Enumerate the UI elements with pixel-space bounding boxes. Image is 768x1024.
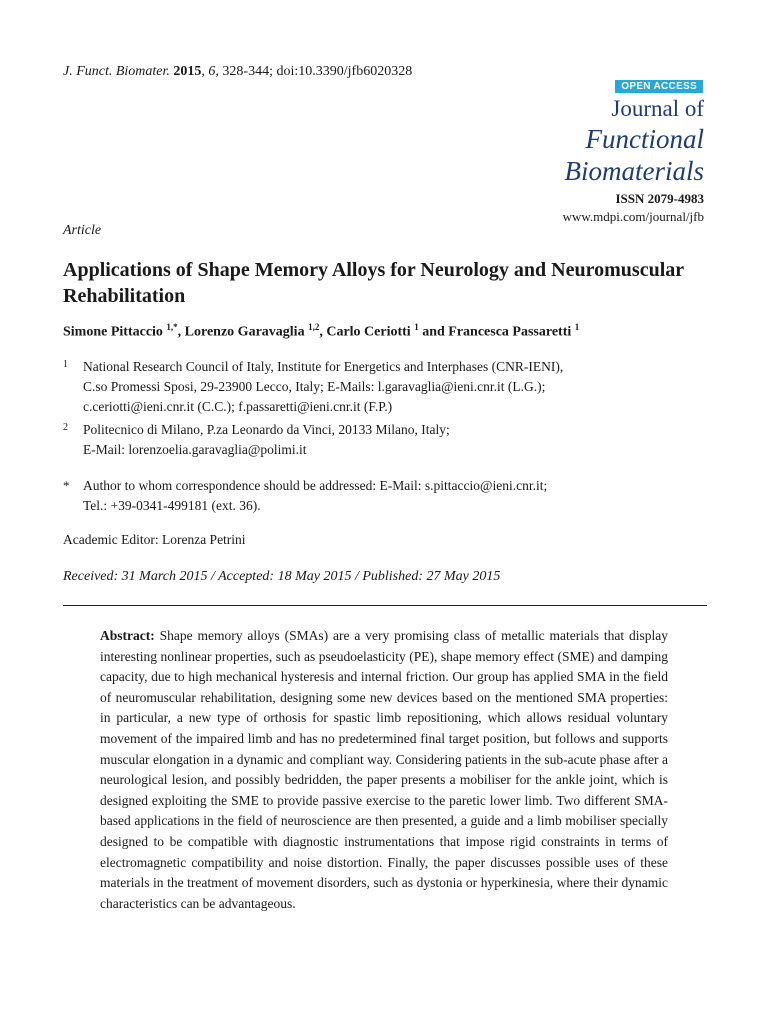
- open-access-badge: OPEN ACCESS: [615, 80, 703, 93]
- section-divider: [63, 605, 707, 606]
- publication-dates: Received: 31 March 2015 / Accepted: 18 May 2015 / Published: 27 May 2015: [63, 569, 501, 584]
- author-name: Francesca Passaretti: [448, 324, 572, 340]
- affiliation-line: National Research Council of Italy, Institute for Energetics and Interphases (CNR-IENI),: [83, 359, 564, 374]
- affiliation-line: C.so Promessi Sposi, 29-23900 Lecco, Italy; E-Mails: l.garavaglia@ieni.cnr.it (L.G.);: [83, 379, 546, 394]
- affiliation-line: Politecnico di Milano, P.za Leonardo da Vinci, 20133 Milano, Italy;: [83, 422, 450, 437]
- correspondence-line: Tel.: +39-0341-499181 (ext. 36).: [83, 498, 261, 513]
- abstract-label: Abstract:: [100, 628, 155, 643]
- affiliation-line: c.ceriotti@ieni.cnr.it (C.C.); f.passaretti@ieni.cnr.it (F.P.): [83, 399, 393, 414]
- author-name: Carlo Ceriotti: [326, 324, 411, 340]
- abstract: [100, 626, 668, 914]
- journal-url[interactable]: www.mdpi.com/journal/jfb: [562, 209, 704, 224]
- correspondence-note: [63, 476, 713, 516]
- affiliation-2: [63, 420, 713, 460]
- journal-abbreviation: J. Funct. Biomater.: [63, 64, 170, 79]
- citation-pages-doi: , 328-344; doi:10.3390/jfb6020328: [215, 64, 413, 79]
- author-list: Simone Pittaccio $^{1,*}$, Lorenzo Garavaglia $^{1,2}$, Carlo Ceriotti $^1$ and Francesca Passaretti $^1$: [63, 322, 580, 340]
- affiliation-line: E-Mail: lorenzoelia.garavaglia@polimi.it: [83, 442, 307, 457]
- journal-name-line3: Biomaterials: [564, 156, 704, 186]
- journal-name-line1: Journal of: [611, 96, 704, 121]
- academic-editor: Academic Editor: Lorenza Petrini: [63, 532, 246, 547]
- author-name: Lorenzo Garavaglia: [184, 324, 305, 340]
- article-type: Article: [63, 223, 102, 238]
- author-name: Simone Pittaccio: [63, 324, 163, 340]
- correspondence-line: Author to whom correspondence should be addressed: E-Mail: s.pittaccio@ieni.cnr.it;: [83, 478, 548, 493]
- author-affiliation-mark: 1,2: [308, 322, 320, 332]
- journal-name-line2: Functional: [585, 124, 704, 154]
- citation-volume: 6: [208, 64, 216, 79]
- citation-line: J. Funct. Biomater. 2015, 6, 328-344; doi:10.3390/jfb6020328: [63, 64, 413, 79]
- affiliation-mark: 1: [63, 359, 68, 370]
- author-affiliation-mark: 1: [574, 322, 580, 332]
- journal-masthead: [563, 95, 704, 225]
- citation-year: 2015: [173, 64, 202, 79]
- author-affiliation-mark: 1,*: [166, 322, 178, 332]
- correspondence-mark: *: [63, 478, 70, 493]
- affiliation-mark: 2: [63, 422, 68, 433]
- journal-issn: ISSN 2079-4983: [615, 191, 704, 206]
- paper-title: Applications of Shape Memory Alloys for Neurology and Neuromuscular Rehabilitation: [63, 259, 684, 307]
- author-affiliation-mark: 1: [414, 322, 419, 332]
- abstract-text: Shape memory alloys (SMAs) are a very promising class of metallic materials that display interesting nonlinear properties, such as pseudoelasticity (PE), shape memory effect (SME) and damping capacity, due to high mechanical hysteresis and internal friction. Our group has applied SMA in the field of neuromuscular rehabilitation, designing some new devices based on the mentioned SMA properties: in particular, a new type of orthosis for spastic limb repositioning, which allows residual voluntary movement of the impaired limb and has no predetermined final target position, but follows and supports muscular elongation in a dynamic and compliant way. Considering patients in the sub-acute phase after a neurological lesion, and possibly bedridden, the paper presents a mobiliser for the ankle joint, which is designed exploiting the SME to provide passive exercise to the paretic lower limb. Two different SMA-based applications in the field of neuroscience are then presented, a guide and a limb mobiliser specially designed to be compatible with diagnostic instrumentations that impose rigid constraints in terms of electromagnetic compatibility and noise distortion. Finally, the paper discusses possible uses of these materials in the treatment of movement disorders, such as dystonia or hyperkinesia, where their dynamic characteristics can be advantageous.: [100, 628, 668, 911]
- affiliation-1: [63, 357, 713, 417]
